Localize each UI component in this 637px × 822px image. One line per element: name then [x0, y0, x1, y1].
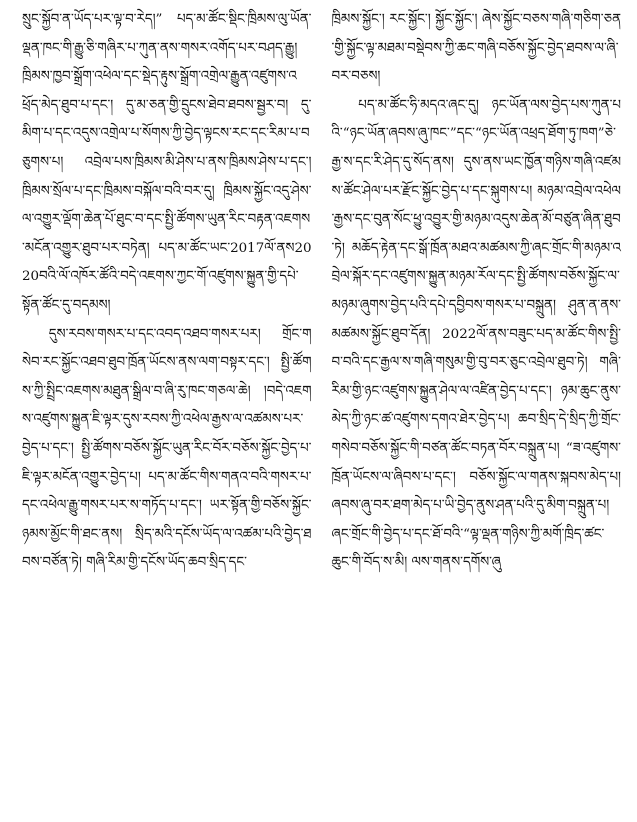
paragraph: པད་མ་ཚོང་ཧི་མདའ་ཞང་དུ། ཉང་ཡོན་ལས་བྱེད་པས་ཀུན་པའི་“ཉང་ཡོན་ཞབས་ཞུ་ཁང་”དང་“ཉང་ཡོན་འཕྲད་ཐོག་ཏུ་ཁག”ཅེ་རྒྱ་ས་དང་རི་ཤེད་དུ་སོད་ནས། དུས་ནས་ཡང་ཁྱོན་གཉིས་གཞི་འཛམས་ཚོང་ཤེལ་པར་རྫོང་སྐྱོང་བྱེད་པ་དང་སྐུགས་པ། མཉམ་འབྲེལ་འཕེལ་རྒྱས་དང་བུན་སོང་ཕྱུ་འབྱུར་གྱི་མཉམ་འདུས་ཆེན་མོ་བཙུན་ཞིན་ཐུབ་ཏེ། མཆོད་རྟེན་དང་སྒོ་ཁྲོན་མཐའ་མཚམས་ཀྱི་ཞང་གྲོང་གི་མཉམ་འབྲེལ་སྐོར་དང་འཛུགས་སྐྱུན་མཉམ་རོལ་དང་སྤྱི་ཚོགས་བཅོས་སྐྱོང་ལ་མཉམ་ཞུགས་བྱེད་པའི་དཔེ་དབྱིབས་གསར་པ་བསྐྲུན། ཤུན་ན་ནས་མཚམས་སྐྱོང་ཐུབ་དོན། 2022ལོ་ནས་བཟུང་པད་མ་ཚོང་གིས་སྤྱི་བ་བའི་དང་རྒྱལ་ས་གཞི་གསུམ་གྱི་བུ་བར་ཅུང་འབྲེལ་ཐུབ་ཏེ། གཞི་རིམ་གྱི་ཉང་འཛུགས་སྐྱུན་ཤེལ་ལ་འཛིན་བྱེད་པ་དང་། ཉམ་ཆུང་ནུས་མེད་ཀྱི་ཉང་ཚ་འཛུགས་དགའ་ཐེར་བྱེད་པ། ཆབ་སྲིད་དེ་སྲིད་ཀྱི་གྲོང་གསེབ་བཅོས་སྐྱོང་གི་བཙན་ཚོང་བཏན་བོར་བསྐྲུན་པ། “ཟ་འཛུགས་ཁྲོན་ཡོངས་ལ་ཞིབས་པ་དང་། བཅོས་སྐྱོང་ལ་གནས་སྐབས་མེད་པ། ཞབས་ཞུ་བར་ཐག་མེད་པ་ཡི་བྱེད་ནུས་ཤན་པའི་དུ་མིག་བསྐྲུན་པ། ཞང་གྲོང་གི་བྱེད་པ་དང་ཐོ་བའི་“ལྟ་ལྡན་གཉིས་ཀྱི་མགོ་ཁྲིད་ཚང་ཆུང་གི་བོད་ས་མི། ལས་གནས་དགོས་ཞུ [331, 97, 621, 571]
paragraph: དུས་རབས་གསར་པ་དང་འབད་འཐབ་གསར་པར། གྲོང་གསེབ་རང་སྐྱོང་འཐབ་ཐུབ་ཁྲོན་ཡོངས་ནས་ལག་བསྟར་དང་། སྤྱི་ཚོགས་ཀྱི་སྤྲིང་འཇགས་མཐུན་སྒྲིལ་བ་ཞི་རུ་ཁང་གཅལ་ཆེ། །བདེ་འཇགས་འཛུགས་སྐྱུན་ཇི་ལྟར་དུས་རབས་ཀྱི་འཕེལ་རྒྱས་ལ་འཚམས་པར་བྱེད་པ་དང་། སྤྱི་ཚོགས་བཅོས་སྐྱོང་ཡུན་རིང་བོར་བཅོས་སྐྱོང་བྱེད་པ་ཇི་ལྟར་མངོན་འགྱུར་བྱེད་པ། པད་མ་ཚོང་གིས་གནའ་བའི་གསར་པ་དང་འཕེལ་རྒྱུ་གསར་པར་ས་གཏོད་པ་དང་། ཡར་སྟོན་གྱི་བཅོས་སྐྱོང་ཉམས་མྱོང་གི་ཐང་ནས། སྲིད་མའི་དངོས་ཡོད་ལ་འཚམ་པའི་བྱེད་ཐབས་བཙོན་ཏེ། གཞི་རིམ་གྱི་དངོས་ཡོད་ཆབ་སྲིད་དང་ [22, 326, 312, 571]
paragraph: ཁྲིམས་སྐྱོང་། རང་སྐྱོང་། སྐྱོང་སྐྱོང་། ཞེས་སྐྱོང་བཅས་གཞི་གཅིག་ཅན་གྱི་སྐྱོང་ལྟ་མཐམ་བསྡེབས་ཀྱི་ཆང་གཞི་བཅོས་སྐྱོང་བྱེད་ཐབས་ལ་ཞི་བར་བཅས། [331, 12, 621, 85]
left-column [22, 6, 312, 578]
right-column [332, 6, 622, 578]
two-column-body [22, 6, 621, 578]
paragraph: སྲུང་སྐྱོབ་ན་ཡོད་པར་ལྟ་བ་རེད།” པད་མ་ཚོང་སྡིང་ཁྲིམས་ལུ་ཡོན་ལྡན་ཁང་གི་རྒྱུ་ཅི་གཞིར་པ་ཀུན་ནས་གསར་འགོད་པར་བཤད་རྒྱུ། ཁྲིམས་ཁྱབ་སྒྲོག་འཕེལ་དང་སྡེད་རྟུས་སྒྲོག་འགྲེལ་རྒྱུན་འཛུགས་འཕྲོད་མེད་ཐུབ་པ་དང་། དུ་མ་ཅན་གྱི་དྲུངས་ཐེབ་ཐབས་སྦྱར་བ། དུ་མིག་པ་དང་འདུས་འགྲེལ་པ་སོགས་ཀྱི་བྱེད་ལྟངས་རང་དང་རིམ་པ་བཅུགས་པ། འབྲེལ་པས་ཁྲིམས་མི་ཤེས་པ་ནས་ཁྲིམས་ཤེས་པ་དང་། ཁྲིམས་སྲོལ་པ་དང་ཁྲིམས་བསྐོལ་བའི་བར་དུ། ཁྲིམས་སྐྱོང་འདུ་ཤེས་ལ་འགྱུར་ལྡོག་ཆེན་པོ་ཐུང་བ་དང་སྤྱི་ཚོགས་ཡུན་རིང་བརྟན་འཇགས་མངོན་འགྱུར་ཐུབ་པར་བཏེན། པད་མ་ཚོང་ཡང་2017ལོ་ནས2020བའི་ལོ་འཁོར་ཚོའི་བདེ་འཇགས་ཀྱང་གོ་འཛུགས་སྐྱུན་གྱི་དཔེ་སྟོན་ཚོང་དུ་བདམས། [22, 12, 312, 313]
